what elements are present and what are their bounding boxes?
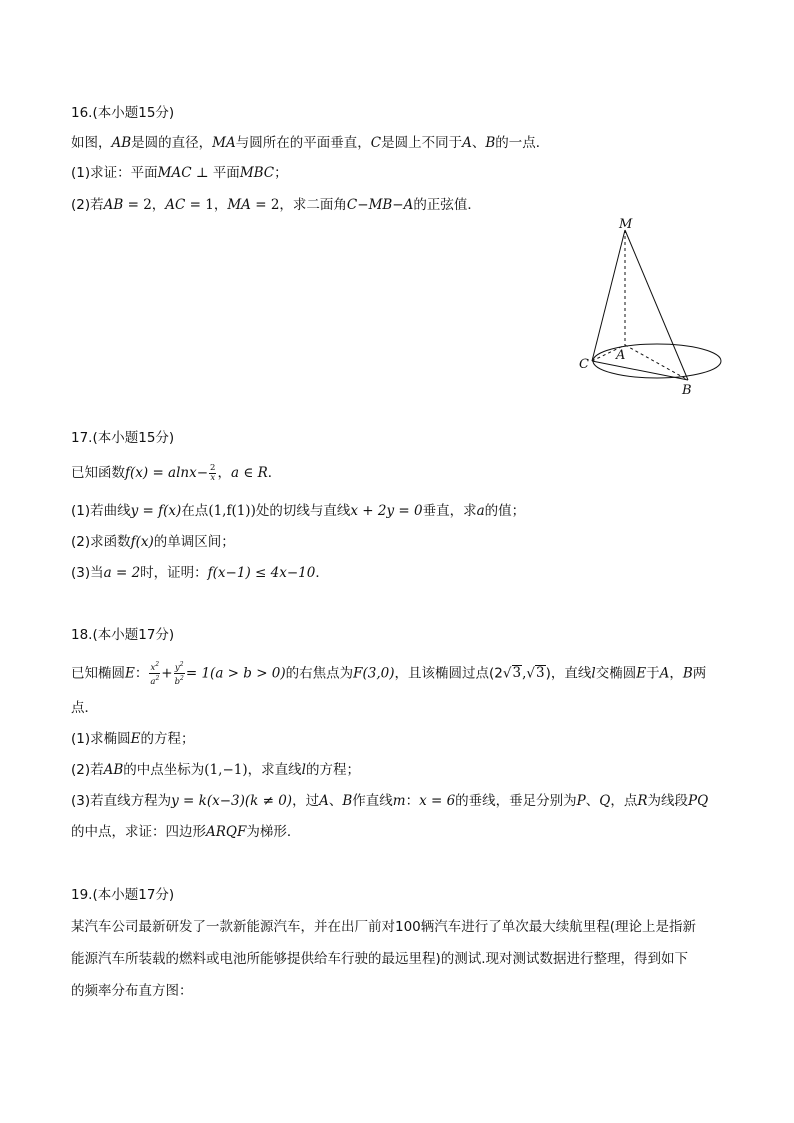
q16-stem: 如图，AB是圆的直径，MA与圆所在的平面垂直，C是圆上不同于A、B的一点． bbox=[71, 135, 550, 151]
fraction-x2-over-a2: $\frac{x^2}{a^2}$ bbox=[150, 661, 160, 687]
q18-header: 18.(本小题17分) bbox=[71, 627, 175, 643]
circle-base bbox=[593, 344, 721, 378]
q17-part1: (1)若曲线y = f(x)在点(1,f(1))处的切线与直线x + 2y = 0垂直，求a的值； bbox=[71, 503, 526, 519]
q18-part3-line1: (3)若直线方程为y = k(x−3)(k ≠ 0)，过A、B作直线m：x = 6的垂线，垂足分别为P、Q，点R为线段PQ bbox=[71, 793, 709, 809]
label-A: A bbox=[616, 348, 626, 363]
edge-AB bbox=[625, 345, 688, 380]
fraction-y2-over-b2: $\frac{y^2}{b^2}$ bbox=[174, 661, 184, 687]
q16-header: 16.(本小题15分) bbox=[71, 105, 175, 121]
q17-part3: (3)当a = 2时，证明：f(x−1) ≤ 4x−10． bbox=[71, 565, 329, 581]
q19-text-line3: 的频率分布直方图： bbox=[71, 983, 193, 999]
label-B: B bbox=[682, 383, 692, 398]
edge-MC bbox=[592, 230, 625, 361]
q17-stem: 已知函数f(x) = alnx− $\frac{2}{x}$ ，a ∈ R． bbox=[71, 462, 282, 483]
q18-stem-line1: 已知椭圆E： $\frac{x^2}{a^2}$ + $\frac{y^2}{b^2}$ = 1(a > b > 0)的右焦点为F(3,0)，且该椭圆过点(2√3,√3)，直线l交椭圆E于A，B两 bbox=[71, 661, 707, 687]
q19-text-line1: 某汽车公司最新研发了一款新能源汽车，并在出厂前对100辆汽车进行了单次最大续航里程(理论上是指新 bbox=[71, 919, 697, 935]
fraction-2-over-x: $\frac{2}{x}$ bbox=[210, 462, 216, 483]
q19-header: 19.(本小题17分) bbox=[71, 887, 175, 903]
q18-part3-line2: 的中点，求证：四边形ARQF为梯形． bbox=[71, 824, 301, 840]
q17-header: 17.(本小题15分) bbox=[71, 430, 175, 446]
label-M: M bbox=[619, 217, 633, 232]
q16-part2: (2)若AB = 2，AC = 1，MA = 2，求二面角C−MB−A的正弦值． bbox=[71, 197, 481, 213]
q16-part1: (1)求证：平面MAC ⊥ 平面MBC； bbox=[71, 165, 288, 181]
q17-part2: (2)求函数f(x)的单调区间； bbox=[71, 534, 235, 550]
q19-text-line2: 能源汽车所装载的燃料或电池所能够提供给车行驶的最远里程)的测试.现对测试数据进行整理，得到如下 bbox=[71, 951, 689, 967]
q18-part1: (1)求椭圆E的方程； bbox=[71, 731, 195, 747]
q18-stem-line2: 点． bbox=[71, 700, 98, 716]
q18-part2: (2)若AB的中点坐标为(1,−1)，求直线l的方程； bbox=[71, 762, 360, 778]
edge-MB bbox=[625, 230, 688, 380]
label-C: C bbox=[579, 357, 589, 372]
geometry-figure bbox=[570, 215, 735, 400]
